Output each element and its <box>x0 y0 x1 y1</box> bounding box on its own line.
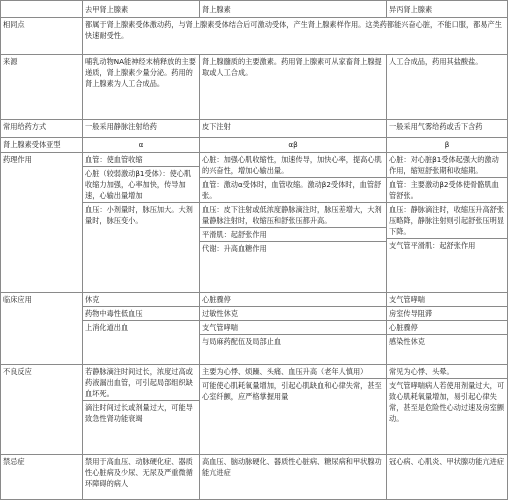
cell-same-text: 都属于肾上腺素受体激动药，与肾上腺素受体结合后可激动受体，产生肾上腺素样作用。这类药都能兴奋心脏，不能口服，都易产生快速耐受性。 <box>83 18 508 55</box>
cell-source-ne: 哺乳动物NA能神经末梢释放的主要递质，肾上腺素少量分泌。药用的肾上腺素为人工合成品。 <box>83 55 200 120</box>
action-epi-vessel: 血管：激动α受体时，血管收缩。激动β2受体时，血管舒张。 <box>200 177 386 201</box>
adverse-iso-item: 常见为心悸、头晕。 <box>389 367 454 376</box>
clinical-ne-item: 休克 <box>85 295 100 304</box>
row-label-admin: 常用给药方式 <box>1 120 83 138</box>
row-action <box>1 153 508 293</box>
cell-admin-iso: 一般采用气雾给药或舌下含药 <box>387 120 508 138</box>
clinical-iso-item: 心脏骤停 <box>387 320 507 333</box>
clinical-epi-item: 过敏性休克 <box>200 306 386 319</box>
row-same <box>1 18 508 55</box>
row-label-contra: 禁忌症 <box>1 455 83 500</box>
clinical-iso-item: 支气管哮喘 <box>389 295 425 304</box>
clinical-iso-item: 感染性休克 <box>387 334 507 347</box>
action-epi-bp: 血压：皮下注射或低浓度静脉滴注时，脉压差增大，大剂量静脉注射时，收缩压和舒张压都升高。 <box>200 202 386 226</box>
cell-adverse-ne <box>83 365 200 455</box>
action-epi-heart: 心脏：加强心肌收缩性，加速传导，加快心率，提高心肌的兴奋性，增加心输出量。 <box>202 155 382 175</box>
adverse-ne-item: 滴注时间过长或剂量过大，可能导致急性肾功能衰竭 <box>83 400 199 424</box>
row-clinical <box>1 293 508 365</box>
row-admin <box>1 120 508 138</box>
row-contra <box>1 455 508 500</box>
cell-adverse-iso <box>387 365 508 455</box>
cell-adverse-epi <box>200 365 387 455</box>
cell-clinical-ne <box>83 293 200 365</box>
action-epi-smooth-muscle: 平滑肌：起舒张作用 <box>200 227 386 240</box>
clinical-epi-item: 心脏骤停 <box>202 295 231 304</box>
action-ne-heart: 心脏（较弱激动β1受体）：使心肌收缩力加强，心率加快，传导加速，心输出量增加 <box>83 166 199 201</box>
row-label-same: 相同点 <box>1 18 83 55</box>
clinical-iso-item: 房室传导阻滞 <box>387 306 507 319</box>
clinical-ne-item: 上消化道出血 <box>83 320 199 333</box>
row-label-clinical: 临床应用 <box>1 293 83 365</box>
clinical-epi-item: 支气管哮喘 <box>200 320 386 333</box>
cell-contra-epi: 高血压、脑动脉硬化、器质性心脏病、糖尿病和甲状腺功能亢进症 <box>200 455 387 500</box>
action-ne-bp: 血压：小剂量时，脉压加大。大剂量时，脉压变小。 <box>83 202 199 226</box>
action-epi-metabolism: 代谢：升高血糖作用 <box>200 241 386 254</box>
cell-clinical-epi <box>200 293 387 365</box>
cell-admin-ne: 一般采用静脉注射给药 <box>83 120 200 138</box>
cell-subtype-ne: α <box>83 138 200 153</box>
cell-subtype-iso: β <box>387 138 508 153</box>
adverse-ne-item: 若静脉滴注时间过长，浓度过高或药液漏出血管，可引起局部组织缺血坏死。 <box>85 367 193 398</box>
cell-contra-ne: 禁用于高血压、动脉硬化症、器质性心脏病及少尿、无尿及严重微循环障碍的病人 <box>83 455 200 500</box>
header-norepinephrine: 去甲肾上腺素 <box>83 1 200 18</box>
cell-subtype-epi: αβ <box>200 138 387 153</box>
header-row <box>1 1 508 18</box>
clinical-epi-item: 与局麻药配伍及局部止血 <box>200 334 386 347</box>
cell-admin-epi: 皮下注射 <box>200 120 387 138</box>
row-adverse <box>1 365 508 455</box>
adverse-iso-item: 支气管哮喘病人若使用剂量过大，可致心肌耗氧量增加，易引起心律失常，甚至是危险性心动过速及房室颤动。 <box>387 378 507 424</box>
cell-action-ne <box>83 153 200 293</box>
row-subtype <box>1 138 508 153</box>
cell-source-iso: 人工合成品，药用其盐酸盐。 <box>387 55 508 120</box>
cell-source-epi: 肾上腺髓质的主要激素。药用肾上腺素可从家畜肾上腺提取或人工合成。 <box>200 55 387 120</box>
row-label-adverse: 不良反应 <box>1 365 83 455</box>
cell-clinical-iso <box>387 293 508 365</box>
action-iso-bronchial: 支气管平滑肌：起舒张作用 <box>387 238 507 251</box>
cell-contra-iso: 冠心病、心肌炎、甲状腺功能亢进症 <box>387 455 508 500</box>
cell-action-iso <box>387 153 508 293</box>
adverse-epi-item: 主要为心悸、烦躁、头痛、血压升高（老年人慎用） <box>202 367 368 376</box>
row-label-action: 药理作用 <box>1 153 83 293</box>
clinical-ne-item: 药物中毒性低血压 <box>83 306 199 319</box>
action-iso-bp: 血压：静脉滴注时，收缩压升高舒张压略降，静脉注射则引起舒张压明显下降。 <box>387 202 507 237</box>
cell-action-epi <box>200 153 387 293</box>
action-iso-heart: 心脏：对心脏β1受体起强大的激动作用，缩短舒张期和收缩期。 <box>389 155 499 175</box>
row-label-subtype: 肾上腺素受体亚型 <box>1 138 83 153</box>
row-label-source: 来源 <box>1 55 83 120</box>
adverse-epi-item: 可能使心肌耗氧量增加，引起心肌缺血和心律失常，甚至心室纤颤，应严格掌握用量 <box>200 378 386 402</box>
action-iso-vessel: 血管：主要激动β2受体使骨骼肌血管舒张。 <box>387 177 507 201</box>
row-source <box>1 55 508 120</box>
header-isoproterenol: 异丙肾上腺素 <box>387 1 508 18</box>
header-corner <box>1 1 83 18</box>
header-epinephrine: 肾上腺素 <box>200 1 387 18</box>
action-ne-vessel: 血管：使血管收缩 <box>85 155 143 164</box>
